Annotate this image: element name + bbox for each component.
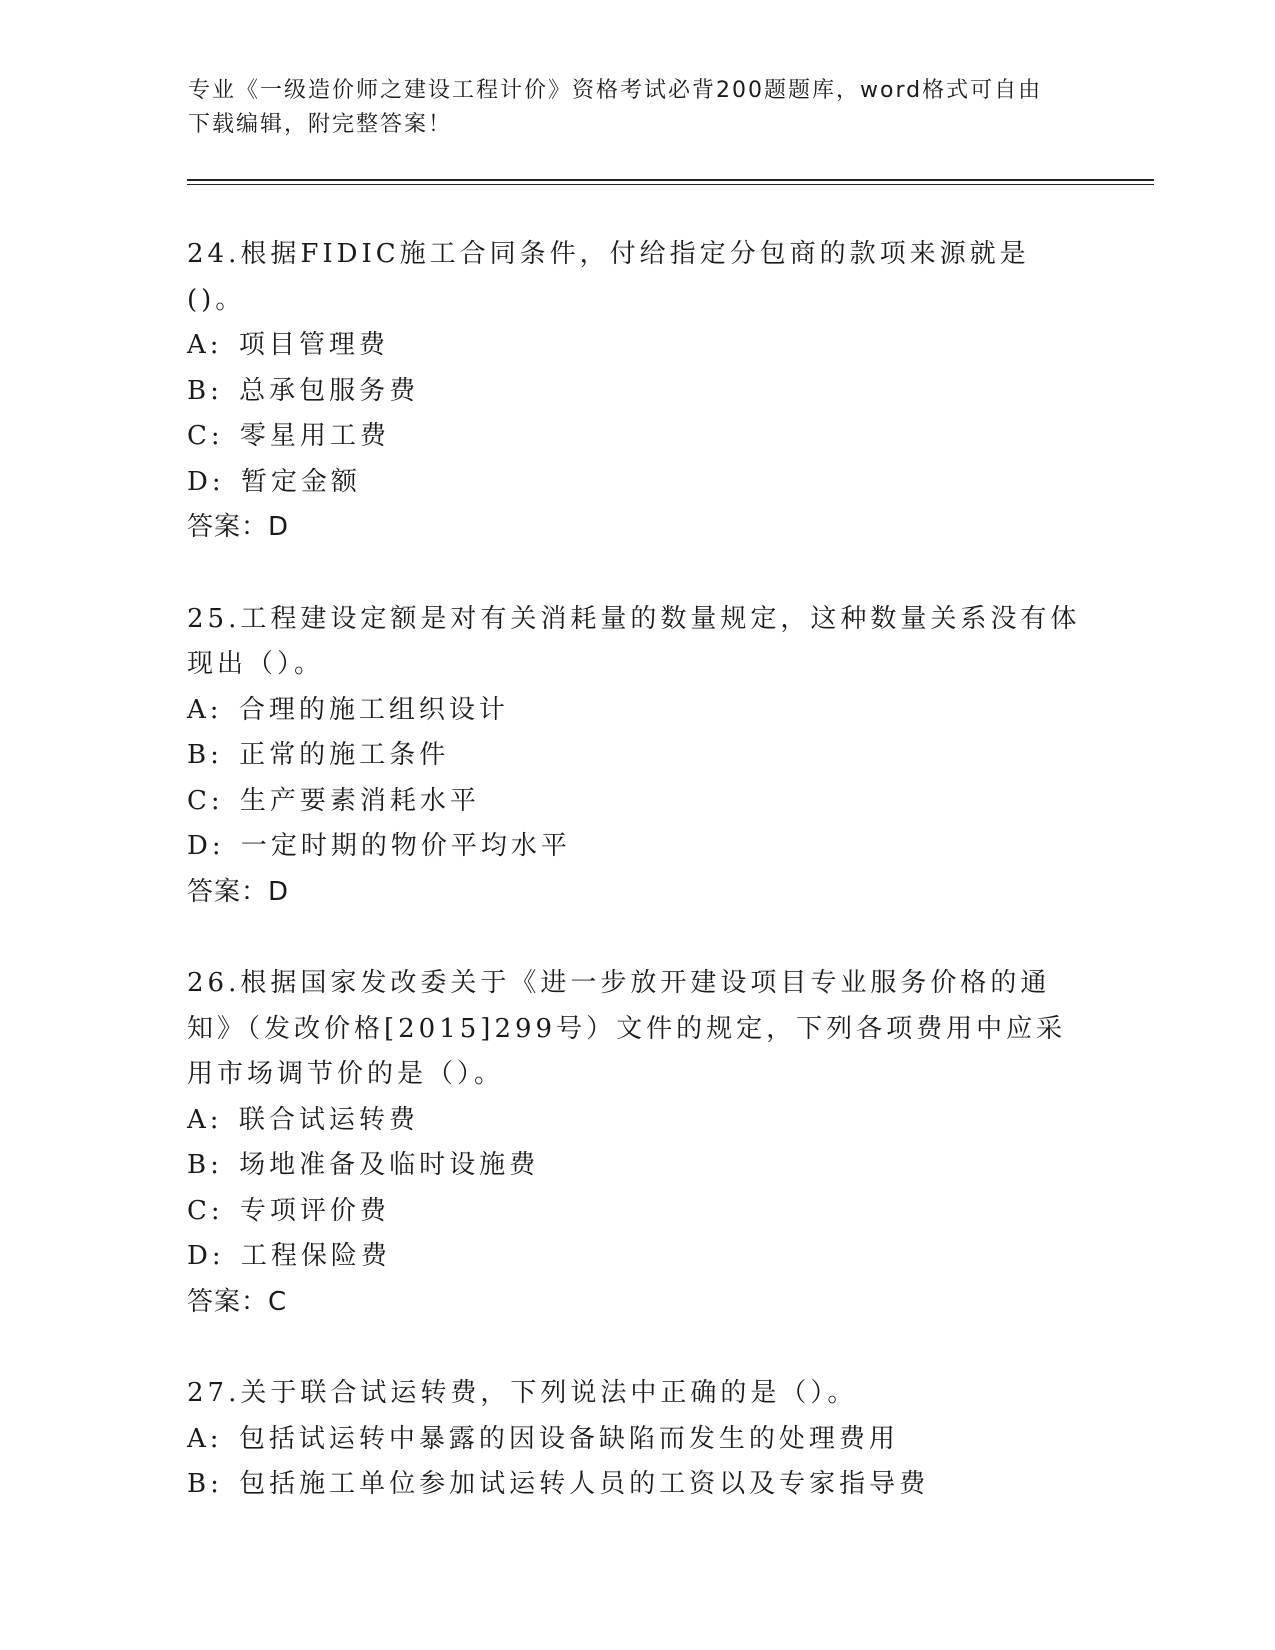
option-b xyxy=(187,733,1087,779)
option-text: 专项评价费 xyxy=(239,1195,390,1226)
answer-line: 答案：D xyxy=(187,876,290,907)
option-letter: D: xyxy=(187,466,225,497)
option-b xyxy=(187,1143,1087,1189)
option-text: 生产要素消耗水平 xyxy=(239,785,480,816)
option-text: 暂定金额 xyxy=(240,466,361,497)
option-c xyxy=(187,1189,1087,1235)
option-text: 场地准备及临时设施费 xyxy=(239,1150,540,1180)
option-letter: C: xyxy=(187,785,224,816)
question-24 xyxy=(187,232,1087,551)
header-line-2: 下载编辑，附完整答案！ xyxy=(188,112,453,137)
question-stem: 24.根据FIDIC施工合同条件，付给指定分包商的款项来源就是()。 xyxy=(187,239,1030,315)
option-letter: B: xyxy=(187,740,223,770)
option-b xyxy=(187,1462,1087,1508)
option-c xyxy=(187,414,1087,460)
option-text: 包括试运转中暴露的因设备缺陷而发生的处理费用 xyxy=(238,1423,899,1454)
option-a xyxy=(187,688,1087,734)
option-text: 包括施工单位参加试运转人员的工资以及专家指导费 xyxy=(239,1469,930,1499)
question-stem: 27.关于联合试运转费，下列说法中正确的是（）。 xyxy=(187,1378,858,1408)
option-letter: A: xyxy=(187,1423,223,1454)
option-text: 正常的施工条件 xyxy=(239,740,450,770)
question-26 xyxy=(187,961,1087,1325)
document-header xyxy=(188,74,1068,142)
option-a xyxy=(187,1098,1087,1144)
option-letter: C: xyxy=(187,421,224,451)
option-a xyxy=(187,323,1087,369)
option-text: 合理的施工组织设计 xyxy=(238,694,509,725)
header-rule-thin xyxy=(187,184,1154,185)
option-d xyxy=(187,824,1087,870)
option-text: 总承包服务费 xyxy=(239,375,420,406)
option-letter: A: xyxy=(187,694,223,725)
option-letter: B: xyxy=(187,375,223,406)
option-b xyxy=(187,369,1087,415)
option-letter: D: xyxy=(187,1241,225,1271)
option-d xyxy=(187,1234,1087,1280)
option-letter: A: xyxy=(187,1104,223,1135)
question-25 xyxy=(187,597,1087,916)
question-stem: 25.工程建设定额是对有关消耗量的数量规定，这种数量关系没有体现出（）。 xyxy=(187,603,1081,679)
header-rule-thick xyxy=(187,179,1154,181)
option-text: 工程保险费 xyxy=(240,1241,391,1271)
question-27 xyxy=(187,1371,1087,1508)
answer-line: 答案：D xyxy=(187,512,290,542)
question-list xyxy=(187,232,1087,1554)
option-text: 零星用工费 xyxy=(239,421,390,451)
option-text: 联合试运转费 xyxy=(238,1104,419,1135)
option-letter: C: xyxy=(187,1195,224,1226)
option-text: 一定时期的物价平均水平 xyxy=(240,831,571,861)
header-line-1: 专业《一级造价师之建设工程计价》资格考试必背200题题库，word格式可自由 xyxy=(188,78,1043,103)
option-text: 项目管理费 xyxy=(238,330,389,360)
option-d xyxy=(187,460,1087,506)
option-c xyxy=(187,779,1087,825)
answer-line: 答案：C xyxy=(187,1286,288,1317)
option-letter: B: xyxy=(187,1150,223,1180)
option-letter: B: xyxy=(187,1469,223,1499)
option-letter: A: xyxy=(187,330,223,360)
option-a xyxy=(187,1417,1087,1463)
question-stem: 26.根据国家发改委关于《进一步放开建设项目专业服务价格的通知》（发改价格[2015]299号）文件的规定，下列各项费用中应采用市场调节价的是（）。 xyxy=(187,968,1067,1089)
option-letter: D: xyxy=(187,831,225,861)
